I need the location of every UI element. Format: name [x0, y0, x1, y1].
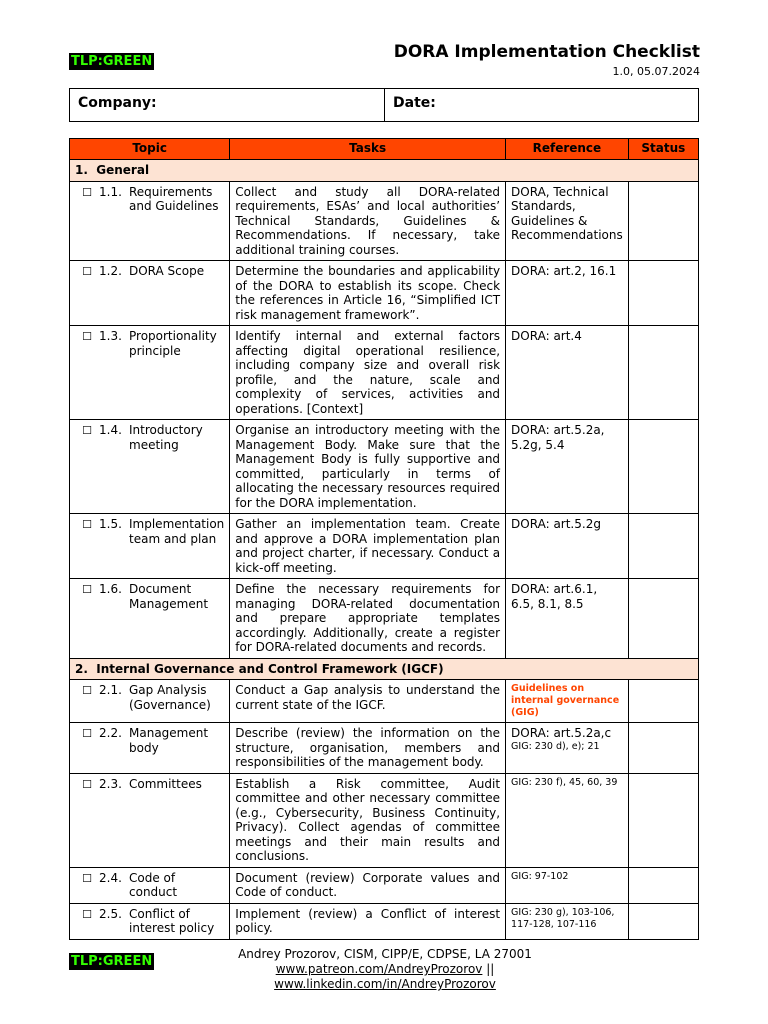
item-topic: Proportionality principle [129, 329, 217, 358]
document-title: DORA Implementation Checklist [393, 42, 700, 62]
item-number: 2.3. [99, 776, 122, 791]
item-number: 2.2. [99, 726, 122, 740]
status-cell[interactable] [628, 723, 698, 774]
status-cell[interactable] [628, 680, 698, 723]
item-topic: Document Management [129, 582, 209, 611]
item-number: 2.4. [99, 870, 122, 885]
section-title: 1. General [70, 160, 699, 182]
checkbox-icon[interactable]: ☐ [82, 185, 92, 199]
date-label: Date: [393, 95, 436, 111]
document-version: 1.0, 05.07.2024 [612, 65, 700, 78]
reference-gig: GIG: 230 f), 45, 60, 39 [511, 776, 618, 788]
reference-cell [506, 867, 629, 903]
status-cell[interactable] [628, 326, 698, 420]
task-cell: Define the necessary requirements for managing DORA-related documentation and prepare appropriate templates accordingly. Additionally, create a register for DORA-related documents and records. [230, 579, 506, 659]
reference-text: DORA: art.5.2g [511, 517, 601, 531]
item-topic: Committees [129, 776, 202, 791]
company-label: Company: [78, 95, 157, 111]
task-cell: Implement (review) a Conflict of interest policy. [230, 903, 506, 939]
company-date-box [69, 88, 699, 122]
item-topic: Requirements and Guidelines [129, 184, 219, 213]
topic-cell [70, 903, 230, 939]
status-cell[interactable] [628, 261, 698, 326]
item-topic: Management body [129, 726, 209, 755]
status-cell[interactable] [628, 903, 698, 939]
checkbox-icon[interactable]: ☐ [82, 777, 92, 791]
section-row [70, 658, 699, 680]
task-cell: Identify internal and external factors affecting digital operational resilience, including company size and overall risk profile, and the nature, scale and complexity of services, activities and operations. [Context] [230, 326, 506, 420]
topic-cell [70, 867, 230, 903]
task-cell: Document (review) Corporate values and Code of conduct. [230, 867, 506, 903]
status-cell[interactable] [628, 514, 698, 579]
task-cell: Establish a Risk committee, Audit committee and other necessary committee (e.g., Cybersecurity, Business Continuity, Privacy). Collect agendas of committee meetings and their main results and conclusions. [230, 773, 506, 867]
topic-cell [70, 326, 230, 420]
checkbox-icon[interactable]: ☐ [82, 907, 92, 921]
checklist-body [70, 160, 699, 940]
table-row [70, 579, 699, 659]
task-cell: Gather an implementation team. Create and approve a DORA implementation plan and project charter, if necessary. Conduct a kick-off meeting. [230, 514, 506, 579]
topic-cell [70, 181, 230, 261]
reference-text: DORA: art.4 [511, 329, 582, 343]
status-cell[interactable] [628, 579, 698, 659]
reference-cell [506, 579, 629, 659]
task-cell: Conduct a Gap analysis to understand the current state of the IGCF. [230, 680, 506, 723]
footer [200, 947, 570, 992]
table-row [70, 181, 699, 261]
reference-text: DORA: art.2, 16.1 [511, 264, 617, 278]
column-header-reference: Reference [506, 139, 629, 160]
reference-gig: GIG: 230 d), e); 21 [511, 740, 600, 752]
item-topic: DORA Scope [129, 264, 205, 278]
checkbox-icon[interactable]: ☐ [82, 265, 92, 278]
reference-cell [506, 420, 629, 514]
task-cell: Organise an introductory meeting with the Management Body. Make sure that the Management Body is fully supportive and committed, particularly in terms of allocating the necessary resources required for the DORA implementation. [230, 420, 506, 514]
reference-text: DORA: art.5.2a,c [511, 726, 612, 740]
reference-cell [506, 326, 629, 420]
topic-cell [70, 420, 230, 514]
topic-cell [70, 723, 230, 774]
item-number: 1.6. [99, 582, 122, 596]
checkbox-icon[interactable]: ☐ [82, 424, 92, 437]
company-field[interactable] [70, 89, 385, 121]
status-cell[interactable] [628, 420, 698, 514]
topic-cell [70, 773, 230, 867]
reference-cell [506, 261, 629, 326]
table-row [70, 680, 699, 723]
reference-cell [506, 723, 629, 774]
topic-cell [70, 579, 230, 659]
topic-cell [70, 680, 230, 723]
checkbox-icon[interactable]: ☐ [82, 871, 92, 885]
checklist-table [69, 138, 699, 940]
checkbox-icon[interactable]: ☐ [82, 518, 92, 531]
status-cell[interactable] [628, 773, 698, 867]
item-number: 1.3. [99, 329, 122, 343]
item-number: 1.4. [99, 423, 122, 437]
table-header-row [70, 139, 699, 160]
patreon-link[interactable]: www.patreon.com/AndreyProzorov [275, 962, 483, 976]
table-row [70, 773, 699, 867]
item-number: 2.1. [99, 683, 122, 697]
section-title: 2. Internal Governance and Control Framework (IGCF) [70, 658, 699, 680]
item-number: 1.1. [99, 184, 122, 199]
table-row [70, 867, 699, 903]
footer-separator: || [482, 962, 495, 976]
table-row [70, 326, 699, 420]
reference-gig: GIG: 230 g), 103-106, 117-128, 107-116 [511, 906, 615, 930]
task-cell: Determine the boundaries and applicability of the DORA to establish its scope. Check the references in Article 16, “Simplified ICT risk management framework”. [230, 261, 506, 326]
footer-links [200, 962, 570, 992]
item-number: 1.5. [99, 517, 122, 531]
reference-text: DORA, Technical Standards, Guidelines & Recommendations [511, 184, 623, 242]
status-cell[interactable] [628, 867, 698, 903]
item-topic: Introductory meeting [129, 423, 203, 452]
topic-cell [70, 261, 230, 326]
date-field[interactable] [385, 89, 698, 121]
task-cell: Collect and study all DORA-related requirements, ESAs’ and local authorities’ Technical Standards, Guidelines & Recommendations. If necessary, take additional training courses. [230, 181, 506, 261]
table-row [70, 261, 699, 326]
reference-cell [506, 903, 629, 939]
reference-gig: GIG: 97-102 [511, 870, 569, 882]
item-number: 1.2. [99, 264, 122, 278]
reference-text: DORA: art.5.2a, 5.2g, 5.4 [511, 423, 605, 452]
checkbox-icon[interactable]: ☐ [82, 684, 92, 697]
tlp-label-bottom: TLP:GREEN [71, 954, 153, 969]
table-row [70, 723, 699, 774]
task-cell: Describe (review) the information on the structure, organisation, members and responsibilities of the management body. [230, 723, 506, 774]
table-row [70, 514, 699, 579]
status-cell[interactable] [628, 181, 698, 261]
item-topic: Gap Analysis (Governance) [129, 683, 211, 712]
column-header-status: Status [628, 139, 698, 160]
reference-cell [506, 773, 629, 867]
checkbox-icon[interactable]: ☐ [82, 330, 92, 343]
reference-guideline: Guidelines on internal governance (GIG) [511, 683, 620, 718]
item-topic: Implementation team and plan [129, 517, 225, 546]
checkbox-icon[interactable]: ☐ [82, 583, 92, 596]
checkbox-icon[interactable]: ☐ [82, 727, 92, 740]
column-header-tasks: Tasks [230, 139, 506, 160]
reference-cell [506, 514, 629, 579]
item-topic: Code of conduct [129, 870, 178, 899]
footer-author: Andrey Prozorov, CISM, CIPP/E, CDPSE, LA 27001 [238, 947, 532, 961]
table-row [70, 420, 699, 514]
column-header-topic: Topic [70, 139, 230, 160]
table-row [70, 903, 699, 939]
item-number: 2.5. [99, 906, 122, 921]
topic-cell [70, 514, 230, 579]
tlp-label-top: TLP:GREEN [71, 54, 153, 69]
linkedin-link[interactable]: www.linkedin.com/in/AndreyProzorov [274, 977, 496, 991]
reference-cell [506, 181, 629, 261]
reference-cell [506, 680, 629, 723]
reference-text: DORA: art.6.1, 6.5, 8.1, 8.5 [511, 582, 598, 611]
section-row [70, 160, 699, 182]
item-topic: Conflict of interest policy [129, 906, 215, 935]
